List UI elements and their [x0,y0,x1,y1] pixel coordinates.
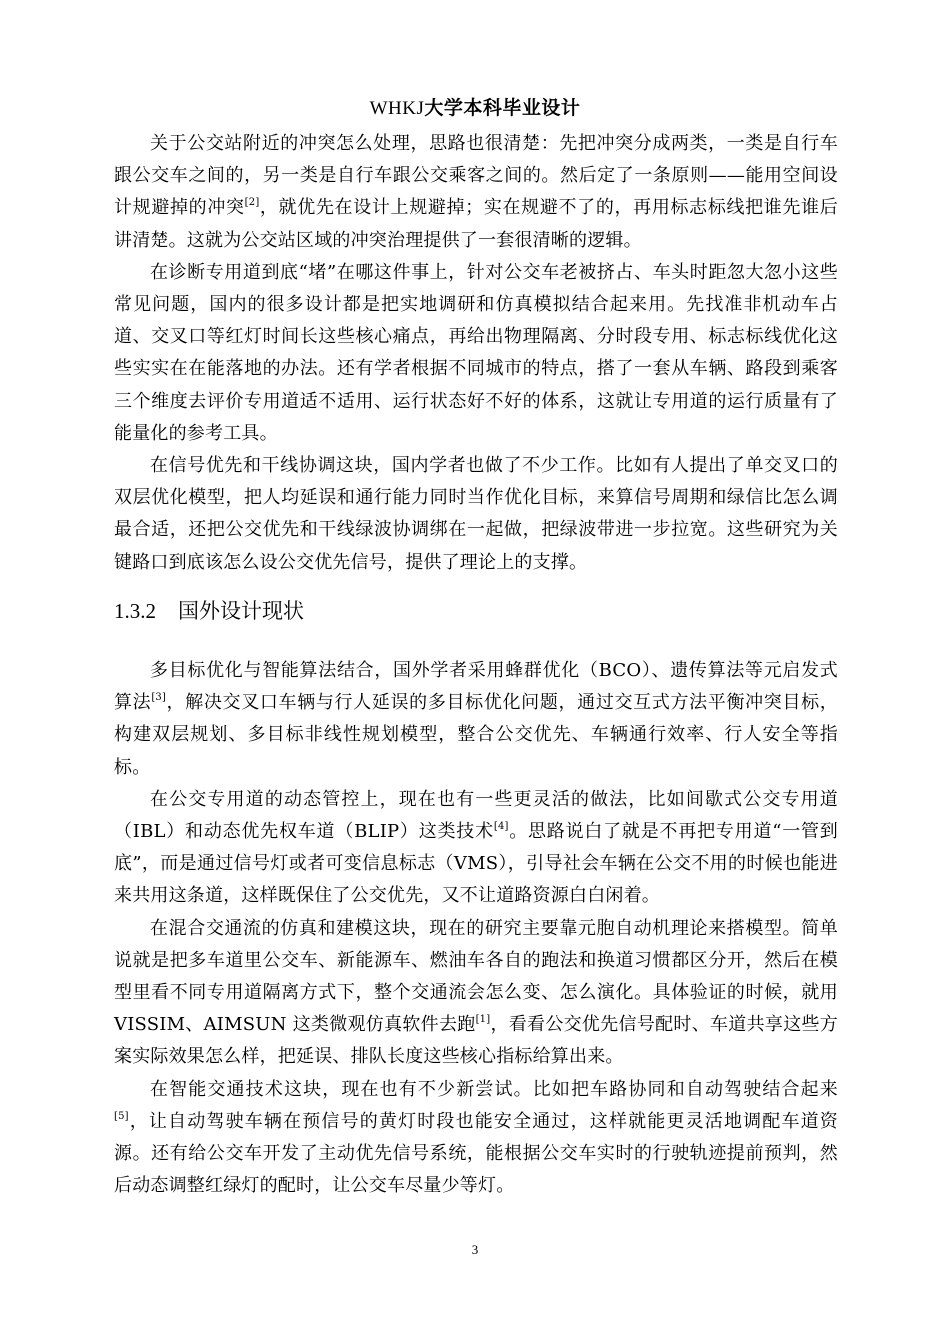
section-number: 1.3.2 [114,599,156,623]
header-latin-text: WHKJ [369,98,425,119]
paragraph-mixed-traffic-simulation [114,913,838,1074]
paragraph-text: ，看看公交优先信号配时、车道共享这些方案实际效果怎么样，把延误、排队长度这些核心指标给算出来。 [114,1014,838,1068]
paragraph-text: ，让自动驾驶车辆在预信号的黄灯时段也能安全通过，这样就能更灵活地调配车道资源。还有给公交车开发了主动优先信号系统，能根据公交车实时的行驶轨迹提前预判，然后动态调整红绿灯的配时，让公交车尽量少等灯。 [114,1110,838,1197]
page-number: 3 [471,1242,479,1257]
paragraph-bus-stop-conflicts [114,128,838,257]
section-title: 国外设计现状 [178,599,304,623]
paragraph-text: 在公交专用道的动态管控上，现在也有一些更灵活的做法，比如间歇式公交专用道（IBL）和动态优先权车道（BLIP）这类技术 [114,788,838,843]
paragraph-text: 在混合交通流的仿真和建模这块，现在的研究主要靠元胞自动机理论来搭模型。简单说就是把多车道里公交车、新能源车、燃油车各自的跑法和换道习惯都区分开，然后在模型里看不同专用道隔离方式下，整个交通流会怎么变、怎么演化。具体验证的时候，就用 VISSIM、AIMSUN 这类微观仿真软件去跑 [114,917,838,1036]
paragraph-text: 在智能交通技术这块，现在也有不少新尝试。比如把车路协同和自动驾驶结合起来 [150,1078,838,1100]
page-header [0,96,950,121]
header-title: 大学本科毕业设计 [424,97,581,119]
paragraph-dynamic-bus-lane [114,784,838,913]
paragraph-intelligent-transport [114,1074,838,1203]
paragraph-text: ，解决交叉口车辆与行人延误的多目标优化问题，通过交互式方法平衡冲突目标，构建双层规划、多目标非线性规划模型，整合公交优先、车辆通行效率、行人安全等指标。 [114,692,838,778]
body-section-domestic [114,128,838,579]
citation-ref: [5] [114,1110,129,1122]
paragraph-text: 关于公交站附近的冲突怎么处理，思路也很清楚：先把冲突分成两类，一类是自行车跟公交车之间的，另一类是自行车跟公交乘客之间的。然后定了一条原则——能用空间设计规避掉的冲突 [114,133,838,219]
paragraph-text: ，就优先在设计上规避掉；实在规避不了的，再用标志标线把谁先谁后讲清楚。这就为公交站区域的冲突治理提供了一套很清晰的逻辑。 [114,197,838,251]
paragraph-signal-priority: 在信号优先和干线协调这块，国内学者也做了不少工作。比如有人提出了单交叉口的双层优化模型，把人均延误和通行能力同时当作优化目标，来算信号周期和绿信比怎么调最合适，还把公交优先和干线绿波协调绑在一起做，把绿波带进一步拉宽。这些研究为关键路口到底该怎么设公交优先信号，提供了理论上的支撑。 [114,455,838,573]
citation-ref: [3] [151,692,167,704]
paragraph-bus-lane-diagnosis: 在诊断专用道到底“堵”在哪这件事上，针对公交车老被挤占、车头时距忽大忽小这些常见问题，国内的很多设计都是把实地调研和仿真模拟结合起来用。先找准非机动车占道、交叉口等红灯时间长这些核心痛点，再给出物理隔离、分时段专用、标志标线优化这些实实在在能落地的办法。还有学者根据不同城市的特点，搭了一套从车辆、路段到乘客三个维度去评价专用道适不适用、运行状态好不好的体系，这就让专用道的运行质量有了能量化的参考工具。 [114,261,838,444]
body-section-foreign [114,655,838,1202]
citation-ref: [2] [244,197,260,209]
citation-ref: [4] [493,821,509,833]
paragraph-multi-objective [114,655,838,784]
section-heading [114,596,304,626]
citation-ref: [1] [475,1014,491,1026]
paragraph-text: 多目标优化与智能算法结合，国外学者采用蜂群优化（BCO）、遗传算法等元启发式算法 [114,660,838,714]
paragraph-text: 。思路说白了就是不再把专用道“一管到底”，而是通过信号灯或者可变信息标志（VMS），引导社会车辆在公交不用的时候也能进来共用这条道，这样既保住了公交优先，又不让道路资源白白闲着。 [114,821,838,907]
